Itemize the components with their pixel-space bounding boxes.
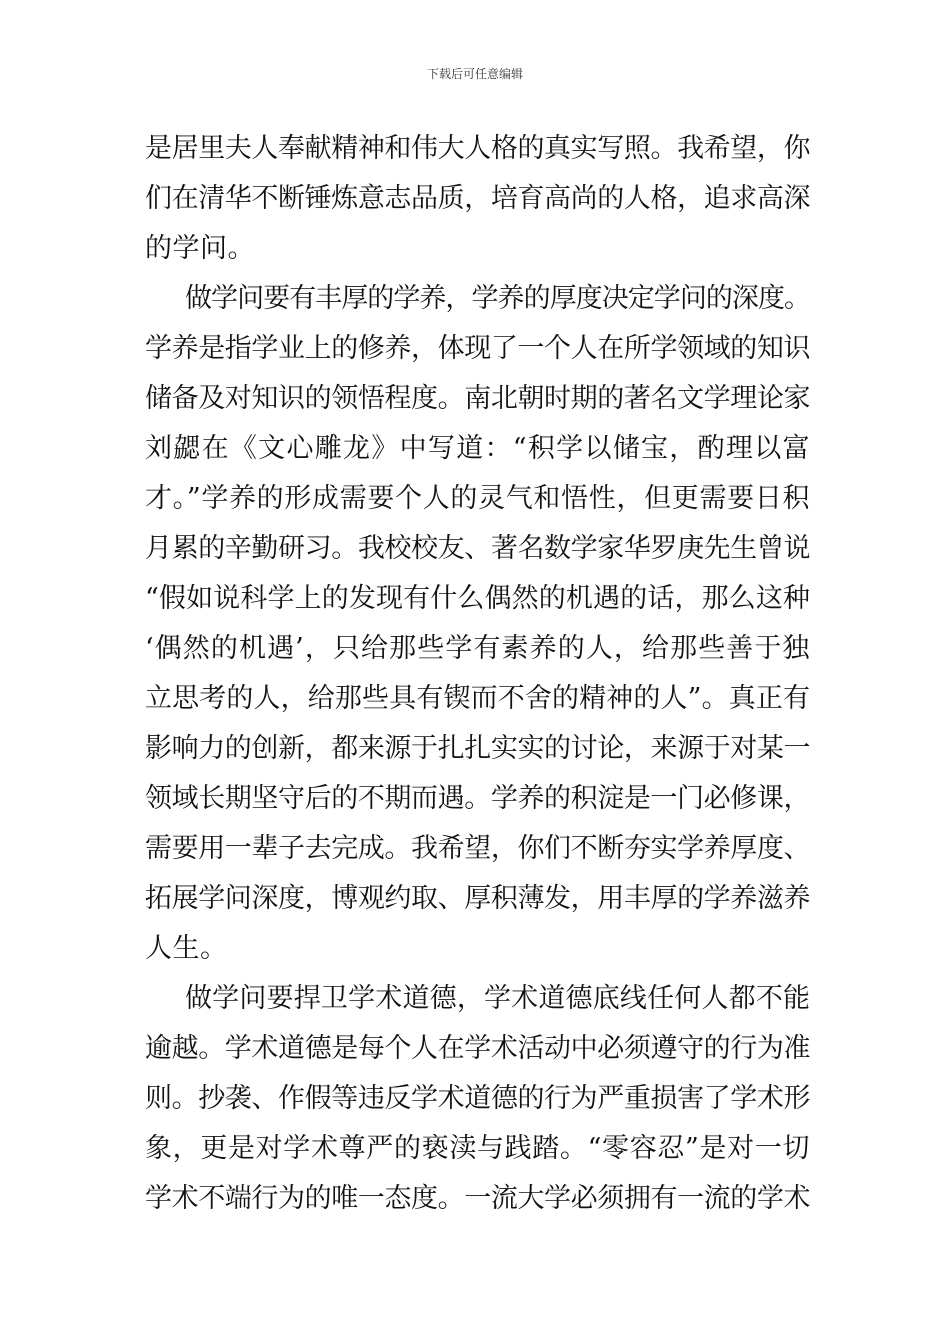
text-line: ‘偶然的机遇’，只给那些学有素养的人，给那些善于独 xyxy=(145,633,810,664)
page-header: 下载后可任意编辑 xyxy=(426,67,523,81)
text-line: 逾越。学术道德是每个人在学术活动中必须遵守的行为准 xyxy=(145,1033,810,1064)
text-line: 影响力的创新，都来源于扎扎实实的讨论，来源于对某一 xyxy=(145,733,810,764)
text-line: 的学问。 xyxy=(145,233,255,264)
document-body xyxy=(145,124,810,1224)
text-line: “假如说科学上的发现有什么偶然的机遇的话，那么这种 xyxy=(145,583,810,614)
text-line: 立思考的人，给那些具有锲而不舍的精神的人”。真正有 xyxy=(145,683,810,714)
paragraph-2 xyxy=(145,274,810,974)
text-line: 是居里夫人奉献精神和伟大人格的真实写照。我希望，你 xyxy=(145,133,810,164)
text-line: 做学问要有丰厚的学养，学养的厚度决定学问的深度。 xyxy=(185,283,810,314)
text-line: 象，更是对学术尊严的亵渎与践踏。“零容忍”是对一切 xyxy=(145,1133,810,1164)
text-line: 才。”学养的形成需要个人的灵气和悟性，但更需要日积 xyxy=(145,483,810,514)
text-line: 学术不端行为的唯一态度。一流大学必须拥有一流的学术 xyxy=(145,1183,810,1214)
text-line: 则。抄袭、作假等违反学术道德的行为严重损害了学术形 xyxy=(145,1083,810,1114)
text-line: 领域长期坚守后的不期而遇。学养的积淀是一门必修课， xyxy=(145,783,810,814)
text-line: 储备及对知识的领悟程度。南北朝时期的著名文学理论家 xyxy=(145,383,810,414)
text-line: 们在清华不断锤炼意志品质，培育高尚的人格，追求高深 xyxy=(145,183,810,214)
text-line: 做学问要捍卫学术道德，学术道德底线任何人都不能 xyxy=(185,983,810,1014)
text-line: 学养是指学业上的修养，体现了一个人在所学领域的知识 xyxy=(145,333,810,364)
text-line: 刘勰在《文心雕龙》中写道：“积学以储宝，酌理以富 xyxy=(145,433,810,464)
paragraph-3 xyxy=(145,974,810,1224)
text-line: 月累的辛勤研习。我校校友、著名数学家华罗庚先生曾说 xyxy=(145,533,810,564)
text-line: 拓展学问深度，博观约取、厚积薄发，用丰厚的学养滋养 xyxy=(145,883,810,914)
text-line: 人生。 xyxy=(145,933,228,964)
text-line: 需要用一辈子去完成。我希望，你们不断夯实学养厚度、 xyxy=(145,833,810,864)
paragraph-1 xyxy=(145,124,810,274)
